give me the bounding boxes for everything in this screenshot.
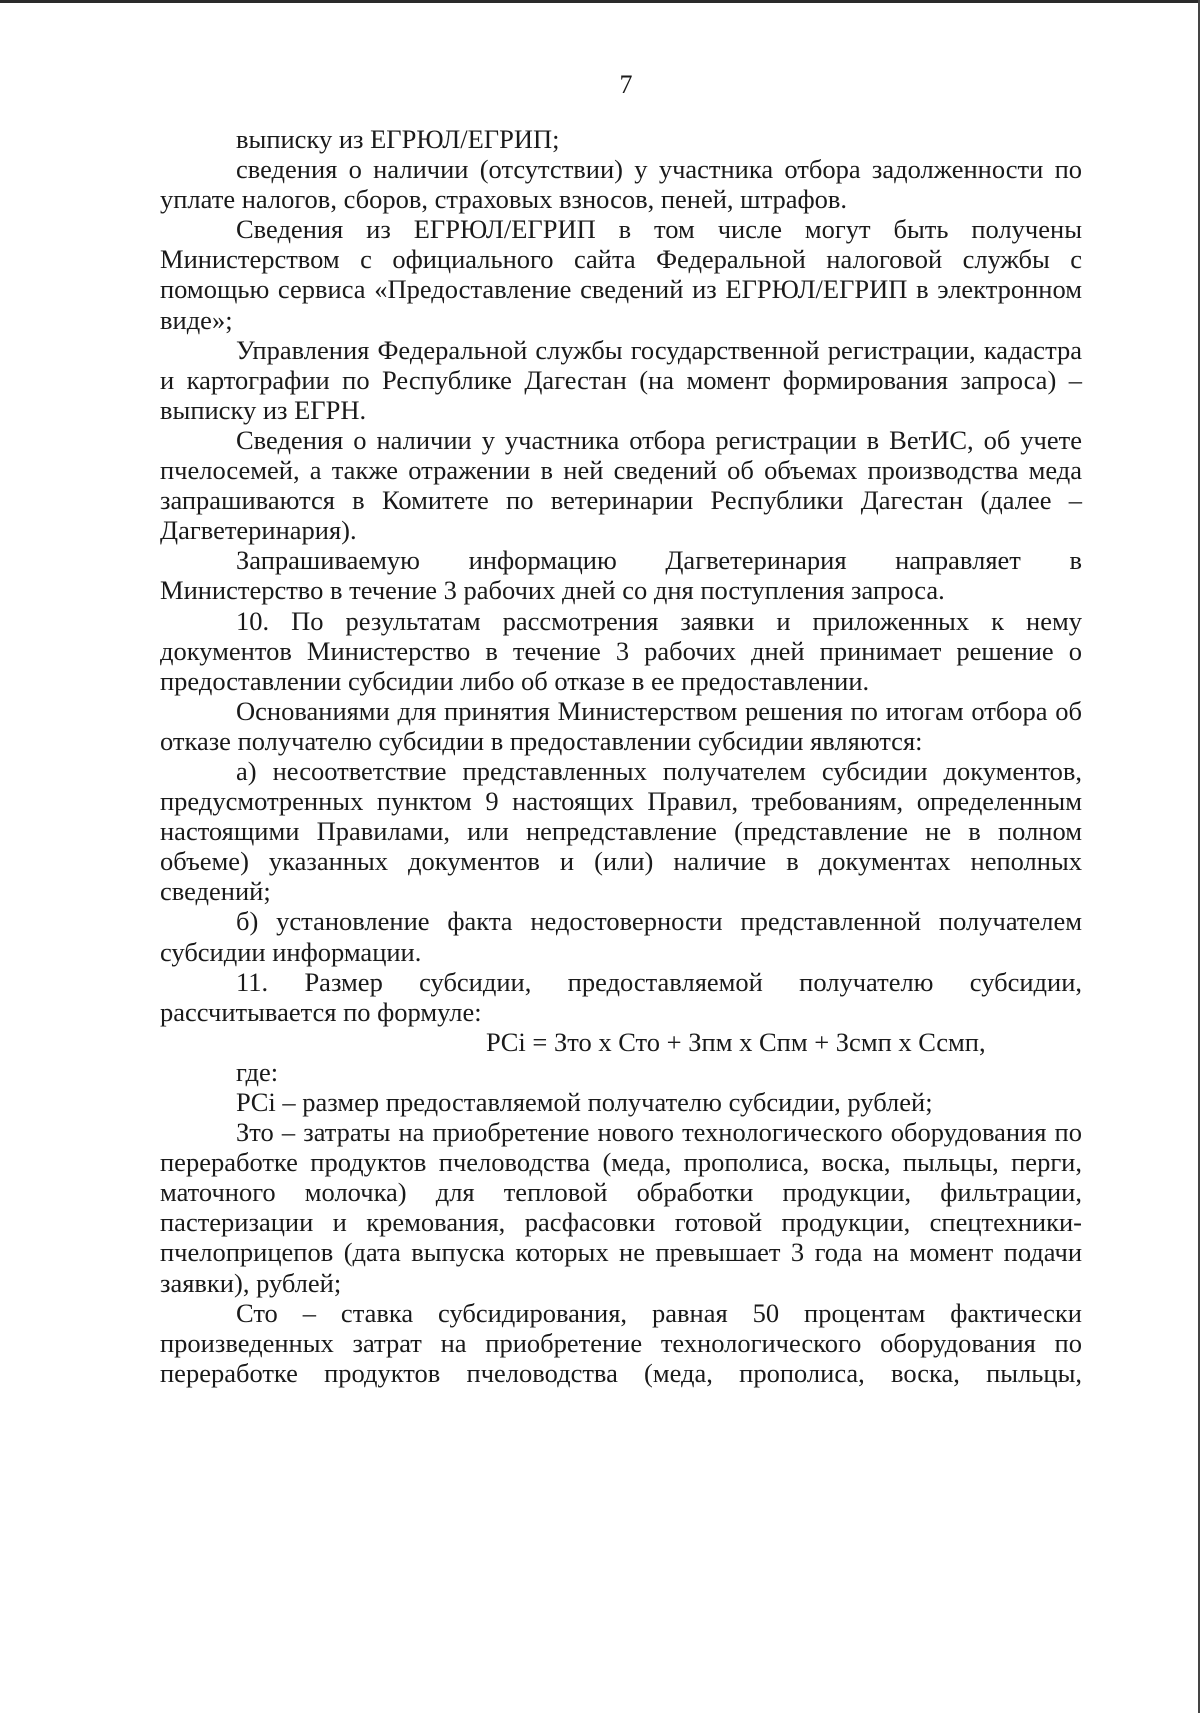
paragraph: Зто – затраты на приобретение нового технологического оборудования по переработке продуктов пчеловодства (меда, прополиса, воска, пыльцы, перги, маточного молочка) для тепловой обработки продукции, фильтрации, пастеризации и кремования, расфасовки готовой продукции, спецтехники-пчелоприцепов (дата выпуска которых не превышает 3 года на момент подачи заявки), рублей; [160,1117,1082,1298]
paragraph: где: [236,1056,279,1087]
paragraph: выписку из ЕГРЮЛ/ЕГРИП; [236,124,560,154]
subsidy-formula: PCi = Зто x Сто + Зпм x Спм + Зсмп x Ссмп, [486,1026,986,1057]
paragraph: Сведения о наличии у участника отбора регистрации в ВетИС, об учете пчелосемей, а также отражении в ней сведений об объемах производства меда запрашиваются в Комитете по ветеринарии Республики Дагестан (далее – Дагветеринария). [160,424,1082,546]
paragraph: Управления Федеральной службы государственной регистрации, кадастра и картографии по Республике Дагестан (на момент формирования запроса) – выписку из ЕГРН. [160,334,1082,425]
paragraph: Основаниями для принятия Министерством решения по итогам отбора об отказе получателю субсидии в предоставлении субсидии являются: [160,695,1082,756]
paragraph: сведения о наличии (отсутствии) у участника отбора задолженности по уплате налогов, сборов, страховых взносов, пеней, штрафов. [160,154,1082,215]
paragraph: 10. По результатам рассмотрения заявки и приложенных к нему документов Министерство в течение 3 рабочих дней принимает решение о предоставлении субсидии либо об отказе в ее предоставлении. [160,605,1082,696]
paragraph: Сведения из ЕГРЮЛ/ЕГРИП в том числе могут быть получены Министерством с официального сайта Федеральной налоговой службы с помощью сервиса «Предоставление сведений из ЕГРЮЛ/ЕГРИП в электронном виде»; [160,214,1082,335]
scan-edge-top [0,0,1200,3]
document-body [160,124,1082,1388]
paragraph: б) установление факта недостоверности представленной получателем субсидии информации. [160,906,1082,967]
paragraph: а) несоответствие представленных получателем субсидии документов, предусмотренных пунктом 9 настоящих Правил, требованиям, определенным настоящими Правилами, или непредставление (представление не в полном объеме) указанных документов и (или) наличие в документах неполных сведений; [160,755,1082,907]
paragraph: PCi – размер предоставляемой получателю субсидии, рублей; [236,1087,933,1117]
page-number: 7 [619,70,633,99]
paragraph: Запрашиваемую информацию Дагветеринария направляет в Министерство в течение 3 рабочих дней со дня поступления запроса. [160,545,1082,606]
paragraph: Сто – ставка субсидирования, равная 50 процентам фактически произведенных затрат на приобретение технологического оборудования по переработке продуктов пчеловодства (меда, прополиса, воска, пыльцы, [160,1297,1082,1388]
paragraph: 11. Размер субсидии, предоставляемой получателю субсидии, рассчитывается по формуле: [160,966,1082,1027]
